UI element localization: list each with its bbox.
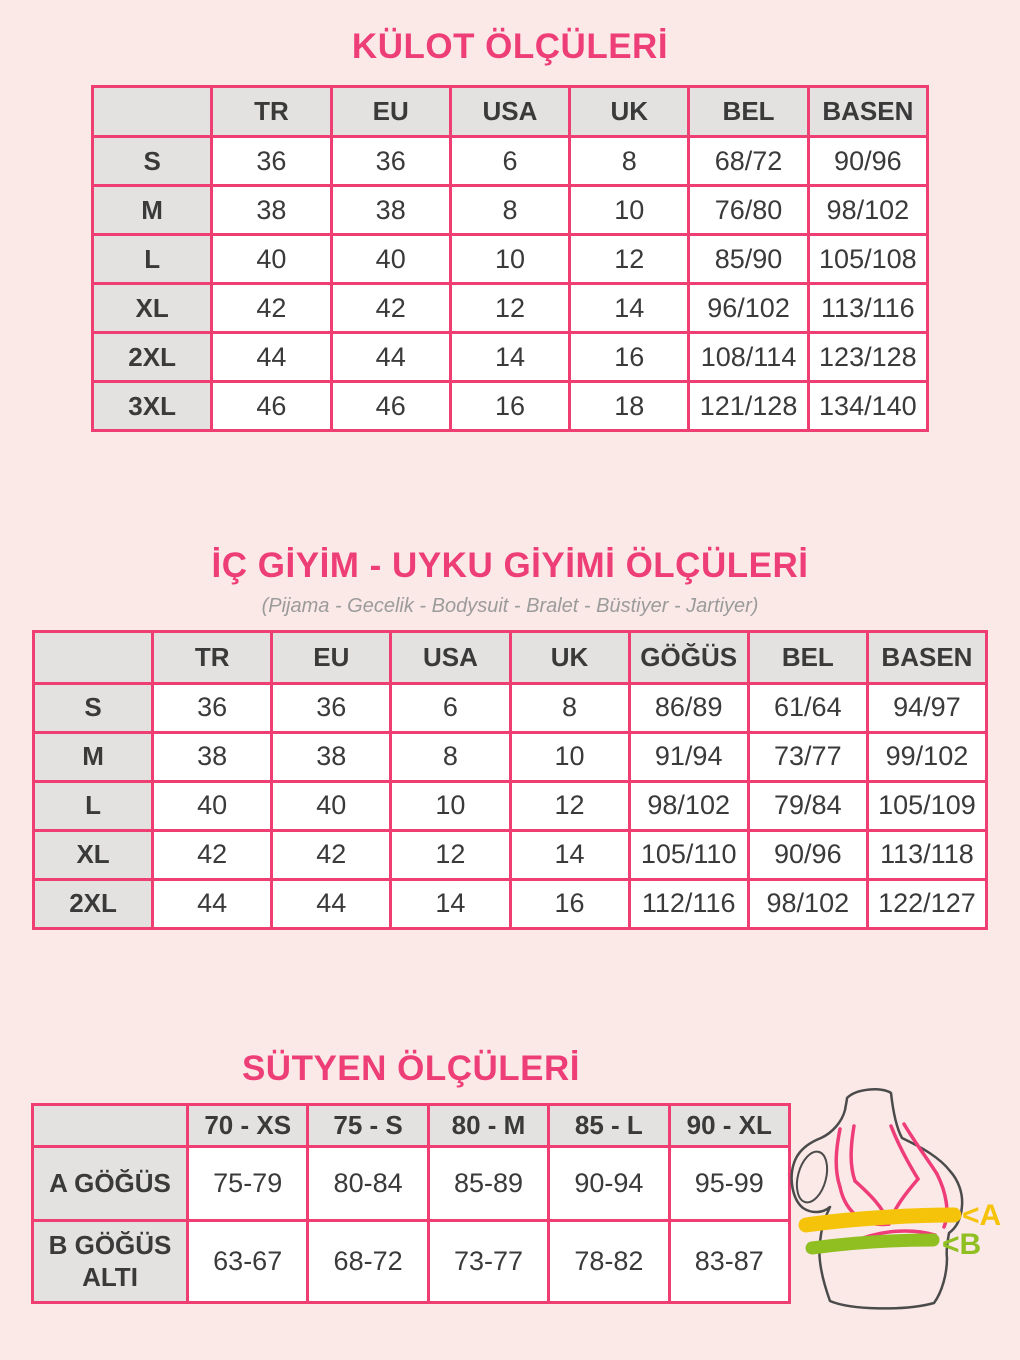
size-cell: 42: [331, 284, 450, 333]
row-label: XL: [93, 284, 212, 333]
row-label: B GÖĞÜS ALTI: [33, 1220, 188, 1302]
column-header: BASEN: [808, 87, 927, 137]
corner-cell: [93, 87, 212, 137]
corner-cell: [34, 631, 153, 683]
size-cell: 44: [153, 879, 272, 928]
table-row: [34, 830, 987, 879]
table-row: [93, 235, 928, 284]
size-cell: 68-72: [308, 1220, 428, 1302]
column-header: BEL: [748, 631, 867, 683]
sutyen-title: SÜTYEN ÖLÇÜLERİ: [241, 1048, 581, 1088]
size-cell: 98/102: [629, 781, 748, 830]
size-cell: 105/110: [629, 830, 748, 879]
table-row: [93, 333, 928, 382]
corner-cell: [33, 1104, 188, 1146]
size-cell: 113/118: [867, 830, 986, 879]
row-label: M: [34, 732, 153, 781]
size-cell: 16: [570, 333, 689, 382]
column-header: GÖĞÜS: [629, 631, 748, 683]
size-cell: 123/128: [808, 333, 927, 382]
size-cell: 63-67: [188, 1220, 308, 1302]
label-b: <B: [942, 1227, 982, 1261]
size-cell: 38: [153, 732, 272, 781]
size-cell: 95-99: [669, 1146, 789, 1220]
section-icgiyim: [0, 546, 1020, 929]
size-cell: 40: [212, 235, 331, 284]
size-cell: 44: [272, 879, 391, 928]
column-header: BEL: [689, 87, 808, 137]
size-cell: 96/102: [689, 284, 808, 333]
icgiyim-size-table: [32, 630, 988, 930]
row-label: S: [93, 137, 212, 186]
size-cell: 105/108: [808, 235, 927, 284]
column-header: TR: [153, 631, 272, 683]
size-cell: 12: [570, 235, 689, 284]
icgiyim-title: İÇ GİYİM - UYKU GİYİMİ ÖLÇÜLERİ: [211, 546, 809, 586]
size-cell: 10: [510, 732, 629, 781]
table-row: [93, 186, 928, 235]
section-kulot: [0, 0, 1020, 432]
size-cell: 6: [450, 137, 569, 186]
size-cell: 38: [331, 186, 450, 235]
kulot-size-table: [91, 85, 929, 432]
size-cell: 14: [450, 333, 569, 382]
row-label: L: [34, 781, 153, 830]
header-row: [34, 631, 987, 683]
column-header: EU: [272, 631, 391, 683]
size-cell: 14: [570, 284, 689, 333]
column-header: UK: [570, 87, 689, 137]
column-header: 80 - M: [428, 1104, 548, 1146]
header-row: [93, 87, 928, 137]
table-row: [93, 284, 928, 333]
size-cell: 86/89: [629, 683, 748, 732]
size-cell: 44: [212, 333, 331, 382]
table-row: [34, 879, 987, 928]
size-cell: 108/114: [689, 333, 808, 382]
size-cell: 46: [331, 382, 450, 431]
size-cell: 113/116: [808, 284, 927, 333]
column-header: UK: [510, 631, 629, 683]
section-sutyen: [0, 1049, 1020, 1304]
kulot-title: KÜLOT ÖLÇÜLERİ: [351, 27, 669, 66]
size-cell: 73-77: [428, 1220, 548, 1302]
size-cell: 12: [391, 830, 510, 879]
size-cell: 85/90: [689, 235, 808, 284]
size-cell: 36: [331, 137, 450, 186]
mannequin-svg: [785, 1084, 1020, 1319]
table-row: [33, 1146, 790, 1220]
size-cell: 99/102: [867, 732, 986, 781]
size-cell: 79/84: [748, 781, 867, 830]
size-cell: 94/97: [867, 683, 986, 732]
size-cell: 8: [450, 186, 569, 235]
row-label: M: [93, 186, 212, 235]
column-header: 75 - S: [308, 1104, 428, 1146]
column-header: USA: [450, 87, 569, 137]
size-cell: 90/96: [748, 830, 867, 879]
size-cell: 46: [212, 382, 331, 431]
size-cell: 8: [570, 137, 689, 186]
row-label: XL: [34, 830, 153, 879]
row-label: L: [93, 235, 212, 284]
column-header: 70 - XS: [188, 1104, 308, 1146]
size-cell: 14: [391, 879, 510, 928]
size-cell: 91/94: [629, 732, 748, 781]
size-cell: 134/140: [808, 382, 927, 431]
size-cell: 14: [510, 830, 629, 879]
size-cell: 76/80: [689, 186, 808, 235]
size-cell: 75-79: [188, 1146, 308, 1220]
size-cell: 10: [570, 186, 689, 235]
sutyen-size-table: [31, 1103, 791, 1304]
table-row: [93, 382, 928, 431]
size-cell: 98/102: [748, 879, 867, 928]
label-a: <A: [962, 1198, 1002, 1232]
size-cell: 68/72: [689, 137, 808, 186]
column-header: TR: [212, 87, 331, 137]
row-label: S: [34, 683, 153, 732]
size-cell: 10: [450, 235, 569, 284]
size-cell: 8: [391, 732, 510, 781]
column-header: BASEN: [867, 631, 986, 683]
size-cell: 85-89: [428, 1146, 548, 1220]
size-cell: 80-84: [308, 1146, 428, 1220]
column-header: 90 - XL: [669, 1104, 789, 1146]
size-cell: 12: [510, 781, 629, 830]
size-cell: 44: [331, 333, 450, 382]
row-label: A GÖĞÜS: [33, 1146, 188, 1220]
mannequin-torso: [792, 1089, 962, 1308]
table-row: [34, 683, 987, 732]
size-cell: 40: [272, 781, 391, 830]
size-cell: 42: [212, 284, 331, 333]
size-cell: 18: [570, 382, 689, 431]
size-cell: 42: [272, 830, 391, 879]
size-cell: 36: [212, 137, 331, 186]
column-header: EU: [331, 87, 450, 137]
row-label: 3XL: [93, 382, 212, 431]
size-cell: 122/127: [867, 879, 986, 928]
size-cell: 105/109: [867, 781, 986, 830]
row-label: 2XL: [93, 333, 212, 382]
size-cell: 8: [510, 683, 629, 732]
size-cell: 38: [272, 732, 391, 781]
size-cell: 36: [272, 683, 391, 732]
size-cell: 83-87: [669, 1220, 789, 1302]
size-cell: 73/77: [748, 732, 867, 781]
size-cell: 40: [153, 781, 272, 830]
icgiyim-subtitle: (Pijama - Gecelik - Bodysuit - Bralet - Büstiyer - Jartiyer): [261, 594, 759, 617]
size-cell: 16: [510, 879, 629, 928]
header-row: [33, 1104, 790, 1146]
bra-measurement-illustration: [785, 1084, 1020, 1319]
size-cell: 42: [153, 830, 272, 879]
size-cell: 112/116: [629, 879, 748, 928]
size-cell: 40: [331, 235, 450, 284]
size-cell: 61/64: [748, 683, 867, 732]
size-cell: 98/102: [808, 186, 927, 235]
size-cell: 10: [391, 781, 510, 830]
size-cell: 90/96: [808, 137, 927, 186]
table-row: [33, 1220, 790, 1302]
size-cell: 78-82: [549, 1220, 669, 1302]
table-row: [93, 137, 928, 186]
size-cell: 36: [153, 683, 272, 732]
table-row: [34, 732, 987, 781]
size-cell: 121/128: [689, 382, 808, 431]
size-cell: 38: [212, 186, 331, 235]
size-cell: 16: [450, 382, 569, 431]
size-cell: 12: [450, 284, 569, 333]
size-cell: 90-94: [549, 1146, 669, 1220]
size-cell: 6: [391, 683, 510, 732]
row-label: 2XL: [34, 879, 153, 928]
column-header: USA: [391, 631, 510, 683]
table-row: [34, 781, 987, 830]
column-header: 85 - L: [549, 1104, 669, 1146]
